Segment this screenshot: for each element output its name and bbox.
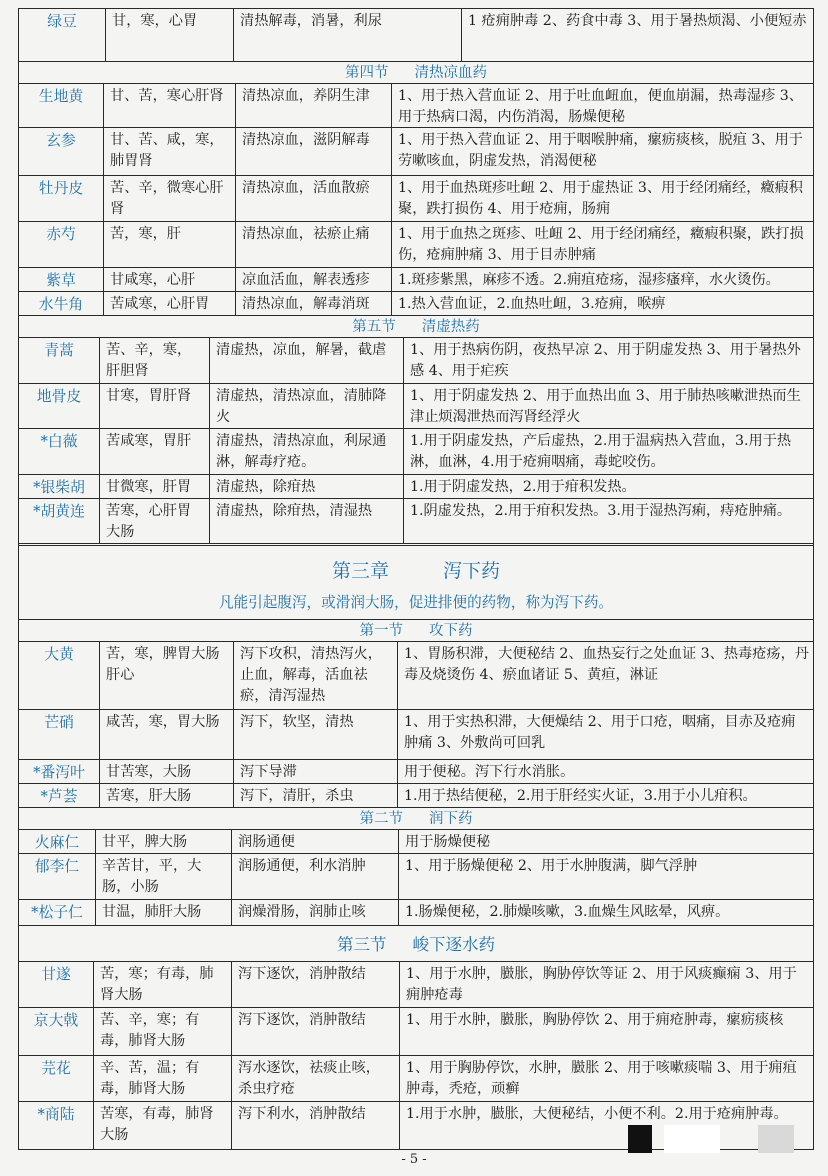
table-row (18, 268, 814, 292)
cell-effect: 清热凉血，祛瘀止痛 (235, 222, 391, 267)
cell-use: 1.斑疹紫黑，麻疹不透。2.痈疽疮疡，湿疹瘙痒，水火烫伤。 (391, 268, 815, 291)
cell-effect: 泻下，清肝，杀虫 (233, 784, 397, 807)
cell-prop: 苦，寒，脾胃大肠肝心 (99, 642, 233, 709)
table-row (18, 900, 814, 926)
cell-name: 牡丹皮 (38, 180, 84, 197)
cell-name: 京大戟 (33, 1012, 79, 1029)
cell-name: 芒硝 (44, 714, 74, 731)
cell-prop: 苦，寒，肝 (103, 222, 235, 267)
cell-effect: 凉血活血，解表透疹 (235, 268, 391, 291)
cell-name: 紫草 (46, 272, 76, 289)
section-heading (18, 62, 814, 84)
cell-use: 1.热入营血证，2.血热吐衄，3.疮痈，喉痹 (391, 292, 815, 315)
cell-effect: 清热凉血，解毒消斑 (235, 292, 391, 315)
cell-effect: 清虚热，清热凉血，利尿通淋，解毒疗疮。 (209, 429, 403, 474)
cell-use: 1.用于阴虚发热，2.用于疳积发热。 (403, 475, 815, 498)
cell-name: 甘遂 (41, 966, 71, 983)
table-row (18, 854, 814, 900)
cell-name: *商陆 (37, 1106, 75, 1123)
table-row (18, 830, 814, 854)
chapter-title: 泻下药 (443, 560, 501, 582)
cell-use: 用于肠燥便秘 (398, 830, 815, 853)
section-title: 攻下药 (429, 623, 473, 639)
cell-effect: 泻下攻积，清热泻火，止血，解毒，活血祛瘀，清泻湿热 (233, 642, 397, 709)
cell-effect: 泻下逐饮，消肿散结 (231, 962, 399, 1007)
cell-effect: 清热凉血，活血散瘀 (235, 176, 391, 221)
table-row (18, 642, 814, 710)
cell-name: *白薇 (40, 433, 78, 450)
cell-effect: 清热凉血，滋阴解毒 (235, 128, 391, 175)
cell-use: 1 疮痈肿毒 2、药食中毒 3、用于暑热烦渴、小便短赤 (461, 9, 815, 61)
cell-use: 1、用于热入营血证 2、用于吐血衄血，便血崩漏，热毒湿疹 3、用于热病口渴，内伤消渴，肠燥便秘 (391, 84, 815, 127)
table-row (18, 84, 814, 128)
cell-effect: 清虚热，凉血，解暑，截虐 (209, 338, 403, 383)
table-row (18, 338, 814, 384)
cell-prop: 苦咸寒，胃肝 (99, 429, 209, 474)
table-row (18, 128, 814, 176)
chapter-number: 第三章 (331, 560, 389, 582)
document-page (18, 8, 814, 1150)
section-heading (18, 316, 814, 338)
cell-prop: 苦、辛，微寒心肝肾 (103, 176, 235, 221)
herb-table (18, 8, 814, 1150)
cell-use: 1、用于热入营血证 2、用于咽喉肿痛，瘰疬痰核，脱疽 3、用于劳嗽咳血，阴虚发热，消渴便秘 (391, 128, 815, 175)
cell-prop: 甘苦寒，大肠 (99, 760, 233, 783)
cell-effect: 清热解毒，消暑，利尿 (233, 9, 461, 61)
cell-prop: 甘、苦，寒心肝肾 (103, 84, 235, 127)
section-number: 第一节 (359, 623, 403, 639)
cell-prop: 苦寒，肝大肠 (99, 784, 233, 807)
cell-effect: 泻下逐饮，消肿散结 (231, 1008, 399, 1055)
chapter-heading (18, 546, 814, 590)
cell-effect: 泻下导滞 (233, 760, 397, 783)
cell-effect: 泻下，软坚，清热 (233, 710, 397, 759)
watermark-block-gray (758, 1125, 794, 1153)
cell-use: 1.用于水肿，臌胀，大便秘结，小便不利。2.用于疮痈肿毒。 (399, 1102, 815, 1149)
cell-name: 芫花 (41, 1060, 71, 1077)
table-row (18, 499, 814, 544)
table-row (18, 784, 814, 808)
section-title: 峻下逐水药 (412, 935, 495, 954)
watermark-block-dark (628, 1125, 652, 1153)
cell-effect: 清虚热，除疳热 (209, 475, 403, 498)
table-row (18, 292, 814, 316)
cell-prop: 甘、苦、咸，寒，肺胃肾 (103, 128, 235, 175)
cell-name: *芦荟 (40, 788, 78, 805)
section-heading (18, 808, 814, 830)
table-row (18, 710, 814, 760)
section-number: 第四节 (345, 65, 389, 81)
cell-prop: 苦寒，有毒，肺肾大肠 (93, 1102, 231, 1149)
table-row (18, 1008, 814, 1056)
cell-prop: 甘温，肺肝大肠 (95, 900, 231, 925)
table-row (18, 1056, 814, 1102)
cell-name: 玄参 (46, 132, 76, 149)
cell-use: 1、用于热病伤阴，夜热早凉 2、用于阴虚发热 3、用于暑热外感 4、用于疟疾 (403, 338, 815, 383)
section-title: 润下药 (429, 811, 473, 827)
cell-use: 1、用于血热之斑疹、吐衄 2、用于经闭痛经，癥瘕积聚，跌打损伤，疮痈肿痛 3、用于目赤肿痛 (391, 222, 815, 267)
cell-name: 赤芍 (46, 226, 76, 243)
table-row (18, 429, 814, 475)
cell-use: 1、用于胸胁停饮，水肿，臌胀 2、用于咳嗽痰喘 3、用于痈疽肿毒，秃疮，顽癣 (399, 1056, 815, 1101)
cell-use: 1、用于肠燥便秘 2、用于水肿腹满，脚气浮肿 (398, 854, 815, 899)
cell-effect: 润肠通便 (231, 830, 398, 853)
cell-name: 大黄 (44, 646, 74, 663)
cell-prop: 苦、辛，寒，肝胆肾 (99, 338, 209, 383)
cell-prop: 辛苦甘，平，大肠，小肠 (95, 854, 231, 899)
section-title: 清热凉血药 (414, 65, 487, 81)
page-number: - 5 - (401, 1152, 427, 1167)
cell-use: 用于便秘。泻下行水消胀。 (397, 760, 815, 783)
cell-name: 绿豆 (47, 13, 77, 30)
cell-use: 1、胃肠积滞，大便秘结 2、血热妄行之处血证 3、热毒疮疡，丹毒及烧烫伤 4、瘀血诸证 5、黄疸，淋证 (397, 642, 815, 709)
table-row (18, 384, 814, 429)
cell-effect: 润肠通便，利水消肿 (231, 854, 398, 899)
cell-effect: 清虚热，除疳热，清湿热 (209, 499, 403, 543)
cell-prop: 辛、苦，温；有毒，肺肾大肠 (93, 1056, 231, 1101)
cell-effect: 清虚热，清热凉血，清肺降火 (209, 384, 403, 428)
cell-name: 郁李仁 (34, 858, 80, 875)
cell-name: 生地黄 (38, 88, 84, 105)
cell-prop: 甘寒，胃肝肾 (99, 384, 209, 428)
cell-prop: 苦、辛，寒；有毒，肺肾大肠 (93, 1008, 231, 1055)
cell-use: 1.阴虚发热，2.用于疳积发热。3.用于湿热泻痢，痔疮肿痛。 (403, 499, 815, 543)
cell-use: 1.肠燥便秘，2.肺燥咳嗽，3.血燥生风眩晕，风痹。 (398, 900, 815, 925)
cell-effect: 泻水逐饮，祛痰止咳，杀虫疗疮 (231, 1056, 399, 1101)
cell-prop: 苦寒，心肝胃大肠 (99, 499, 209, 543)
cell-effect: 润燥滑肠，润肺止咳 (231, 900, 398, 925)
section-heading (18, 620, 814, 642)
cell-prop: 甘咸寒，心肝 (103, 268, 235, 291)
cell-prop: 苦咸寒，心肝胃 (103, 292, 235, 315)
table-row (18, 222, 814, 268)
cell-use: 1、用于血热斑疹吐衄 2、用于虚热证 3、用于经闭痛经，癥瘕积聚，跌打损伤 4、用于疮痈，肠痈 (391, 176, 815, 221)
chapter-intro: 凡能引起腹泻，或滑润大肠，促进排便的药物，称为泻下药。 (18, 590, 814, 620)
cell-name: *银柴胡 (33, 479, 85, 496)
table-row (18, 962, 814, 1008)
section-number: 第三节 (337, 935, 387, 954)
table-row (18, 475, 814, 499)
section-title: 清虚热药 (421, 319, 480, 335)
cell-use: 1、用于水肿，臌胀，胸胁停饮等证 2、用于风痰癫痫 3、用于痈肿疮毒 (399, 962, 815, 1007)
cell-prop: 甘平，脾大肠 (95, 830, 231, 853)
cell-use: 1.用于阴虚发热，产后虚热，2.用于温病热入营血，3.用于热淋，血淋，4.用于疮痈咽痛，毒蛇咬伤。 (403, 429, 815, 474)
cell-name: *胡黄连 (33, 503, 85, 520)
section-number: 第二节 (359, 811, 403, 827)
cell-effect: 泻下利水，消肿散结 (231, 1102, 399, 1149)
table-row (18, 9, 814, 62)
cell-name: 水牛角 (38, 296, 84, 313)
cell-use: 1、用于水肿，臌胀，胸胁停饮 2、用于痈疮肿毒，瘰疬痰核 (399, 1008, 815, 1055)
cell-prop: 甘微寒，肝胃 (99, 475, 209, 498)
cell-name: *番泻叶 (33, 764, 85, 781)
cell-prop: 甘，寒，心胃 (105, 9, 233, 61)
cell-effect: 清热凉血，养阴生津 (235, 84, 391, 127)
watermark-block-white (664, 1125, 720, 1153)
cell-name: *松子仁 (31, 904, 83, 921)
table-row (18, 176, 814, 222)
cell-name: 青蒿 (44, 342, 74, 359)
cell-name: 地骨皮 (36, 388, 82, 405)
cell-prop: 苦，寒；有毒，肺肾大肠 (93, 962, 231, 1007)
cell-prop: 咸苦，寒，胃大肠 (99, 710, 233, 759)
section-heading (18, 926, 814, 962)
cell-use: 1、用于阴虚发热 2、用于血热出血 3、用于肺热咳嗽泄热而生津止烦渴泄热而泻肾经浮火 (403, 384, 815, 428)
cell-name: 火麻仁 (34, 834, 80, 851)
cell-use: 1.用于热结便秘，2.用于肝经实火证，3.用于小儿疳积。 (397, 784, 815, 807)
table-row (18, 760, 814, 784)
cell-use: 1、用于实热积滞，大便燥结 2、用于口疮，咽痛，目赤及疮痈肿痛 3、外敷尚可回乳 (397, 710, 815, 759)
section-number: 第五节 (352, 319, 396, 335)
